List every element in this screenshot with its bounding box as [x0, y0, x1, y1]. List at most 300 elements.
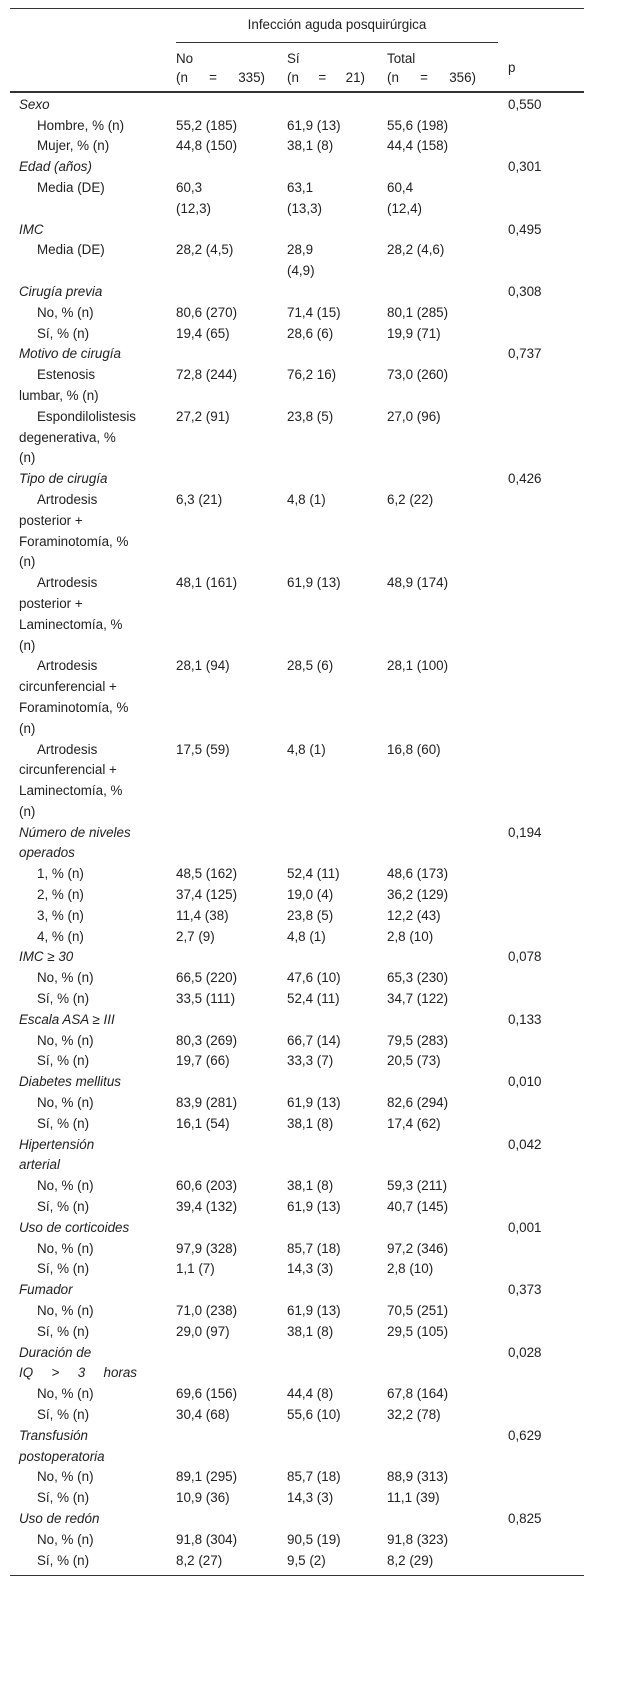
category-row: [10, 823, 584, 865]
value-cell: 67,8 (164): [387, 1386, 449, 1402]
category-label: [10, 1010, 176, 1031]
row-label-line: Sí, % (n): [37, 991, 90, 1007]
table-row: [10, 1239, 584, 1260]
row-label-line: No, % (n): [37, 1032, 94, 1048]
table-row: [10, 1114, 584, 1135]
category-row: [10, 947, 584, 968]
row-label-line: circunferencial +: [19, 762, 117, 778]
category-label-line: Fumador: [19, 1282, 73, 1298]
p-value: [498, 968, 584, 989]
table-body: [10, 92, 584, 1576]
value-cell: 44,4 (158): [387, 138, 449, 154]
row-label: [10, 927, 176, 948]
category-label-line: Edad (años): [19, 159, 92, 175]
row-label-line: No, % (n): [37, 1240, 94, 1256]
p-value: [498, 885, 584, 906]
p-value: [498, 365, 584, 407]
category-label-line: Tipo de cirugía: [19, 471, 108, 487]
p-value: [498, 324, 584, 345]
table-row: [10, 740, 584, 823]
category-label: [10, 1509, 176, 1530]
row-label-line: circunferencial +: [19, 679, 117, 695]
p-value: [498, 740, 584, 823]
row-label: [10, 1176, 176, 1197]
row-label: [10, 136, 176, 157]
value-cell: [176, 1426, 287, 1468]
data-table: [10, 8, 584, 1576]
value-cell: 73,0 (260): [387, 367, 449, 383]
value-cell: 33,5 (111): [176, 991, 236, 1007]
value-cell: [387, 1072, 498, 1093]
value-line: (13,3): [287, 200, 322, 216]
value-cell: 2,7 (9): [176, 928, 215, 944]
value-cell: 48,9 (174): [387, 575, 449, 591]
category-label: [10, 947, 176, 968]
category-label-line: Diabetes mellitus: [19, 1074, 121, 1090]
category-label: [10, 1343, 176, 1385]
value-cell: 97,2 (346): [387, 1240, 449, 1256]
value-cell: 69,6 (156): [176, 1386, 238, 1402]
row-label-line: Artrodesis: [37, 491, 98, 507]
row-label-line: No, % (n): [37, 1469, 94, 1485]
row-label-line: (n): [19, 720, 36, 736]
category-row: [10, 1343, 584, 1385]
p-value: 0,373: [508, 1282, 542, 1298]
value-cell: [287, 240, 387, 282]
row-label-line: Laminectomía, %: [19, 616, 123, 632]
p-value: [498, 1239, 584, 1260]
value-cell: [287, 1010, 387, 1031]
p-value: 0,194: [508, 824, 542, 840]
value-cell: 61,9 (13): [287, 1095, 341, 1111]
value-cell: [176, 1218, 287, 1239]
table-row: [10, 1551, 584, 1576]
p-value: [498, 864, 584, 885]
value-cell: 6,3 (21): [176, 491, 223, 507]
value-cell: [387, 1010, 498, 1031]
category-label: [10, 823, 176, 865]
row-label: [10, 1093, 176, 1114]
value-cell: 38,1 (8): [287, 1115, 334, 1131]
value-cell: 61,9 (13): [287, 1303, 341, 1319]
value-cell: 65,3 (230): [387, 970, 449, 986]
value-cell: [287, 92, 387, 116]
value-line: 28,9: [287, 242, 314, 258]
category-row: [10, 1426, 584, 1468]
row-label: [10, 885, 176, 906]
value-line: (12,3): [176, 200, 211, 216]
value-cell: [176, 823, 287, 865]
table-row: [10, 1530, 584, 1551]
row-label-line: 2, % (n): [37, 887, 84, 903]
value-cell: [387, 1218, 498, 1239]
value-cell: 88,9 (313): [387, 1469, 449, 1485]
row-label-line: Sí, % (n): [37, 1115, 90, 1131]
table-row: [10, 1467, 584, 1488]
table-row: [10, 1259, 584, 1280]
value-cell: [176, 1343, 287, 1385]
category-label-line: Uso de redón: [19, 1510, 100, 1526]
category-label: [10, 1135, 176, 1177]
value-cell: 19,7 (66): [176, 1053, 230, 1069]
value-cell: 28,6 (6): [287, 325, 334, 341]
value-cell: 17,4 (62): [387, 1115, 441, 1131]
value-cell: 91,8 (323): [387, 1531, 449, 1547]
category-row: [10, 469, 584, 490]
row-label: [10, 240, 176, 282]
value-cell: [287, 1072, 387, 1093]
category-label-line: postoperatoria: [19, 1448, 105, 1464]
column-header-total: [387, 42, 498, 92]
value-cell: [176, 1280, 287, 1301]
value-cell: 80,3 (269): [176, 1032, 238, 1048]
value-cell: [176, 1135, 287, 1177]
value-cell: [287, 947, 387, 968]
value-cell: 89,1 (295): [176, 1469, 238, 1485]
value-cell: 40,7 (145): [387, 1199, 449, 1215]
value-cell: 55,6 (198): [387, 117, 449, 133]
category-label-line: arterial: [19, 1157, 60, 1173]
row-label-line: Sí, % (n): [37, 1323, 90, 1339]
value-cell: 32,2 (78): [387, 1407, 441, 1422]
p-value: [498, 136, 584, 157]
row-label: [10, 1467, 176, 1488]
value-cell: [387, 1509, 498, 1530]
row-label: [10, 1031, 176, 1052]
category-label-line: Transfusión: [19, 1427, 88, 1443]
value-cell: 8,2 (27): [176, 1551, 287, 1576]
value-cell: 59,3 (211): [387, 1178, 448, 1194]
value-cell: [287, 1343, 387, 1385]
value-cell: 37,4 (125): [176, 887, 238, 903]
value-cell: 19,0 (4): [287, 887, 334, 903]
p-value: [498, 906, 584, 927]
value-line: 60,4: [387, 179, 414, 195]
p-value: [498, 1301, 584, 1322]
table-row: [10, 490, 584, 573]
category-row: [10, 220, 584, 241]
value-cell: 71,4 (15): [287, 304, 341, 320]
row-label-line: Artrodesis: [37, 741, 98, 757]
value-cell: [387, 178, 498, 220]
value-cell: [387, 157, 498, 178]
table-row: [10, 303, 584, 324]
value-cell: [387, 282, 498, 303]
p-value: [498, 1197, 584, 1218]
p-value: [498, 1488, 584, 1509]
row-label: [10, 656, 176, 739]
value-cell: [287, 344, 387, 365]
value-cell: 82,6 (294): [387, 1095, 449, 1111]
table-row: [10, 324, 584, 345]
category-label-line: Motivo de cirugía: [19, 346, 121, 362]
row-label: [10, 1301, 176, 1322]
value-cell: [387, 1135, 498, 1177]
category-label: [10, 92, 176, 116]
column-header-p: p: [498, 42, 584, 92]
row-label: [10, 324, 176, 345]
row-label-line: Mujer, % (n): [37, 138, 110, 154]
p-value: 0,495: [508, 221, 542, 237]
column-label: Sí: [287, 50, 300, 66]
value-cell: [287, 1135, 387, 1177]
value-cell: [176, 1072, 287, 1093]
category-row: [10, 157, 584, 178]
value-cell: 61,9 (13): [287, 575, 341, 591]
value-cell: 27,2 (91): [176, 408, 230, 424]
row-label-line: Media (DE): [37, 179, 105, 195]
table-row: [10, 1176, 584, 1197]
row-label: [10, 365, 176, 407]
value-cell: 2,8 (10): [387, 928, 434, 944]
value-cell: 48,5 (162): [176, 866, 238, 882]
value-cell: 6,2 (22): [387, 491, 434, 507]
value-cell: 19,4 (65): [176, 325, 230, 341]
category-label-line: Sexo: [19, 96, 50, 112]
value-cell: [176, 178, 287, 220]
category-label: [10, 344, 176, 365]
value-cell: 38,1 (8): [287, 138, 334, 154]
value-cell: 4,8 (1): [287, 928, 326, 944]
row-label-line: 4, % (n): [37, 928, 84, 944]
row-label-line: Foraminotomía, %: [19, 533, 129, 549]
category-label-line: IMC: [19, 221, 44, 237]
value-cell: 28,2 (4,6): [387, 242, 445, 258]
row-label-line: Media (DE): [37, 242, 105, 258]
value-cell: 11,1 (39): [387, 1490, 440, 1506]
p-value: 0,825: [508, 1510, 542, 1526]
value-cell: 44,8 (150): [176, 138, 238, 154]
p-value: 0,001: [508, 1219, 542, 1235]
table-row: [10, 906, 584, 927]
table-row: [10, 656, 584, 739]
value-cell: 76,2 16): [287, 367, 337, 383]
p-value: 0,550: [508, 96, 542, 112]
row-label: [10, 906, 176, 927]
row-label-line: (n): [19, 554, 36, 570]
value-cell: 27,0 (96): [387, 408, 441, 424]
value-cell: 4,8 (1): [287, 491, 326, 507]
row-label-line: No, % (n): [37, 1386, 94, 1402]
value-cell: [176, 157, 287, 178]
row-label-line: degenerativa, %: [19, 429, 116, 445]
value-cell: [387, 947, 498, 968]
row-label-line: (n): [19, 450, 36, 466]
row-label: [10, 864, 176, 885]
row-label-line: Hombre, % (n): [37, 117, 125, 133]
value-cell: [287, 220, 387, 241]
value-cell: [287, 1509, 387, 1530]
category-label-line: Cirugía previa: [19, 283, 103, 299]
category-label-line: Número de niveles: [19, 824, 131, 840]
table-row: [10, 407, 584, 469]
p-value: 0,133: [508, 1011, 542, 1027]
value-cell: [176, 1010, 287, 1031]
p-value: 0,308: [508, 283, 542, 299]
value-cell: 2,8 (10): [387, 1261, 434, 1277]
value-cell: 16,8 (60): [387, 741, 441, 757]
value-cell: [387, 220, 498, 241]
row-label: [10, 1405, 176, 1426]
row-label-line: No, % (n): [37, 970, 94, 986]
value-cell: [287, 469, 387, 490]
p-value: [498, 1114, 584, 1135]
p-value: [498, 1467, 584, 1488]
value-cell: 29,5 (105): [387, 1323, 449, 1339]
p-value: [498, 1384, 584, 1405]
value-cell: [387, 1280, 498, 1301]
p-value: 0,010: [508, 1074, 542, 1090]
p-value: [498, 240, 584, 282]
row-label-line: Artrodesis: [37, 575, 98, 591]
value-cell: 60,6 (203): [176, 1178, 238, 1194]
category-row: [10, 344, 584, 365]
table-row: [10, 178, 584, 220]
category-label: [10, 1218, 176, 1239]
p-value: [498, 1405, 584, 1426]
value-cell: 36,2 (129): [387, 887, 449, 903]
value-cell: 23,8 (5): [287, 907, 334, 923]
value-cell: 55,6 (10): [287, 1407, 341, 1422]
value-cell: 91,8 (304): [176, 1531, 238, 1547]
value-cell: [176, 947, 287, 968]
value-cell: [287, 1218, 387, 1239]
column-label: Total: [387, 50, 416, 66]
table-row: [10, 1405, 584, 1426]
value-cell: 12,2 (43): [387, 907, 441, 923]
group-header: Infección aguda posquirúrgica: [176, 9, 498, 42]
table-row: [10, 968, 584, 989]
p-value: [498, 573, 584, 656]
value-line: (12,4): [387, 200, 422, 216]
p-value: [498, 1093, 584, 1114]
value-cell: 14,3 (3): [287, 1490, 334, 1506]
p-value: [498, 989, 584, 1010]
category-label: [10, 1426, 176, 1468]
value-cell: 16,1 (54): [176, 1115, 230, 1131]
row-label-line: (n): [19, 803, 36, 819]
p-value: 0,301: [508, 159, 542, 175]
category-label: [10, 282, 176, 303]
value-cell: 28,1 (100): [387, 658, 449, 674]
row-label-line: posterior +: [19, 512, 83, 528]
category-row: [10, 1218, 584, 1239]
value-cell: 23,8 (5): [287, 408, 334, 424]
value-cell: 8,2 (29): [387, 1551, 498, 1576]
value-cell: [287, 178, 387, 220]
table-row: [10, 240, 584, 282]
value-cell: 85,7 (18): [287, 1240, 341, 1256]
value-cell: 38,1 (8): [287, 1323, 334, 1339]
value-cell: [387, 823, 498, 865]
row-label-line: Espondilolistesis: [37, 408, 136, 424]
value-cell: [287, 823, 387, 865]
table-row: [10, 136, 584, 157]
row-label-line: Sí, % (n): [37, 325, 90, 341]
value-cell: 52,4 (11): [287, 991, 340, 1007]
table-row: [10, 1322, 584, 1343]
row-label-line: No, % (n): [37, 1531, 94, 1547]
category-row: [10, 1135, 584, 1177]
value-cell: 48,6 (173): [387, 866, 449, 882]
value-cell: 17,5 (59): [176, 741, 230, 757]
table-row: [10, 573, 584, 656]
row-label: [10, 1051, 176, 1072]
value-cell: [287, 282, 387, 303]
category-row: [10, 1072, 584, 1093]
row-label-line: Sí, % (n): [37, 1490, 90, 1506]
value-cell: 28,1 (94): [176, 658, 230, 674]
category-row: [10, 282, 584, 303]
table-row: [10, 116, 584, 137]
p-value: [498, 1322, 584, 1343]
value-cell: 80,1 (285): [387, 304, 449, 320]
table-row: [10, 864, 584, 885]
category-row: [10, 92, 584, 116]
value-cell: 1,1 (7): [176, 1261, 215, 1277]
column-n: (n = 335): [176, 69, 265, 85]
row-label: [10, 1488, 176, 1509]
table-row: [10, 989, 584, 1010]
table-row: [10, 1051, 584, 1072]
table-row: [10, 927, 584, 948]
value-cell: 33,3 (7): [287, 1053, 334, 1069]
value-cell: 11,4 (38): [176, 907, 229, 923]
category-row: [10, 1509, 584, 1530]
row-label: [10, 490, 176, 573]
p-value: [498, 116, 584, 137]
value-cell: [287, 1426, 387, 1468]
value-cell: 38,1 (8): [287, 1178, 334, 1194]
table-header: [10, 9, 584, 92]
category-label-line: IMC ≥ 30: [19, 949, 74, 965]
value-line: 60,3: [176, 179, 203, 195]
p-value: [498, 1051, 584, 1072]
value-cell: 61,9 (13): [287, 117, 341, 133]
value-cell: [176, 1509, 287, 1530]
value-cell: [176, 92, 287, 116]
value-cell: 34,7 (122): [387, 991, 449, 1007]
table-row: [10, 1031, 584, 1052]
category-label-line: operados: [19, 845, 75, 861]
row-label: [10, 407, 176, 469]
value-cell: 19,9 (71): [387, 325, 441, 341]
category-label-line: Uso de corticoides: [19, 1219, 130, 1235]
value-cell: 20,5 (73): [387, 1053, 441, 1069]
column-header-no: [176, 42, 287, 92]
value-cell: 61,9 (13): [287, 1199, 341, 1215]
row-label-line: Foraminotomía, %: [19, 699, 129, 715]
value-cell: [387, 1426, 498, 1468]
value-cell: [387, 344, 498, 365]
p-value: 0,078: [508, 949, 542, 965]
table-row: [10, 1301, 584, 1322]
p-value: [498, 178, 584, 220]
category-label-line: Duración de: [19, 1344, 92, 1360]
value-cell: 4,8 (1): [287, 741, 326, 757]
row-label-line: (n): [19, 637, 36, 653]
p-value: 0,042: [508, 1136, 542, 1152]
p-value: 0,629: [508, 1427, 542, 1443]
value-cell: 14,3 (3): [287, 1261, 334, 1277]
value-cell: 71,0 (238): [176, 1303, 238, 1319]
category-label: [10, 220, 176, 241]
row-label-line: Sí, % (n): [37, 1407, 90, 1422]
value-cell: [287, 1280, 387, 1301]
row-label-line: 3, % (n): [37, 907, 84, 923]
row-label-line: No, % (n): [37, 1178, 94, 1194]
row-label: [10, 1197, 176, 1218]
